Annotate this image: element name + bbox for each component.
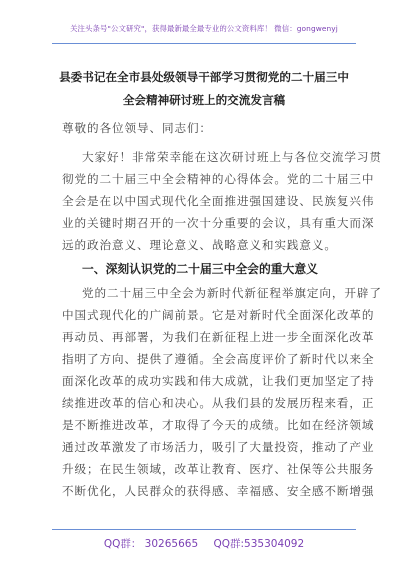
paragraph-line: 通过改革激发了市场活力，吸引了大量投资，推动了产业	[62, 440, 375, 454]
paragraph-line: 远的政治意义、理论意义、战略意义和实践意义。	[62, 238, 337, 252]
paragraph-line: 中国式现代化的广阔前景。它是对新时代全面深化改革的	[62, 308, 375, 322]
paragraph-line: 指明了方向、提供了遵循。全会高度评价了新时代以来全	[62, 352, 375, 366]
paragraph-line: 续推进改革的信心和决心。从我们县的发展历程来看，正	[62, 396, 375, 410]
document-title-line-1: 县委书记在全市县处级领导干部学习贯彻党的二十届三中	[59, 70, 349, 84]
section-heading-1: 一、深刻认识党的二十届三中全会的重大意义	[82, 262, 318, 276]
paragraph-line: 彻党的二十届三中全会精神的心得体会。党的二十届三中	[62, 172, 375, 186]
paragraph-line: 全会是在以中国式现代化全面推进强国建设、民族复兴伟	[62, 194, 375, 208]
footer	[0, 536, 408, 551]
paragraph-line: 面深化改革的成功实践和伟大成就，让我们更加坚定了持	[62, 374, 375, 388]
document-title-line-2: 全会精神研讨班上的交流发言稿	[122, 93, 286, 107]
paragraph-line: 大家好！非常荣幸能在这次研讨班上与各位交流学习贯	[82, 150, 382, 164]
footer-rule	[52, 529, 356, 530]
paragraph-line: 是不断推进改革，才取得了今天的成绩。比如在经济领域	[62, 418, 375, 432]
paragraph-line: 升级；在民生领域，改革让教育、医疗、社保等公共服务	[62, 462, 375, 476]
greeting: 尊敬的各位领导、同志们：	[62, 121, 212, 135]
paragraph-line: 不断优化，人民群众的获得感、幸福感、安全感不断增强	[62, 484, 375, 498]
header-note: 关注头条号"公文研究"，获得最新最全最专业的公文资料库！ 微信：gongwenyj	[70, 24, 338, 33]
footer-qq-group-1: QQ群： 30265665	[103, 538, 199, 550]
footer-qq-group-2: QQ群:535304092	[213, 538, 305, 550]
paragraph-line: 党的二十届三中全会为新时代新征程举旗定向，开辟了	[82, 286, 382, 300]
header-rule	[52, 43, 356, 44]
paragraph-line: 再动员、再部署，为我们在新征程上进一步全面深化改革	[62, 330, 375, 344]
paragraph-line: 业的关键时期召开的一次十分重要的会议，具有重大而深	[62, 216, 375, 230]
